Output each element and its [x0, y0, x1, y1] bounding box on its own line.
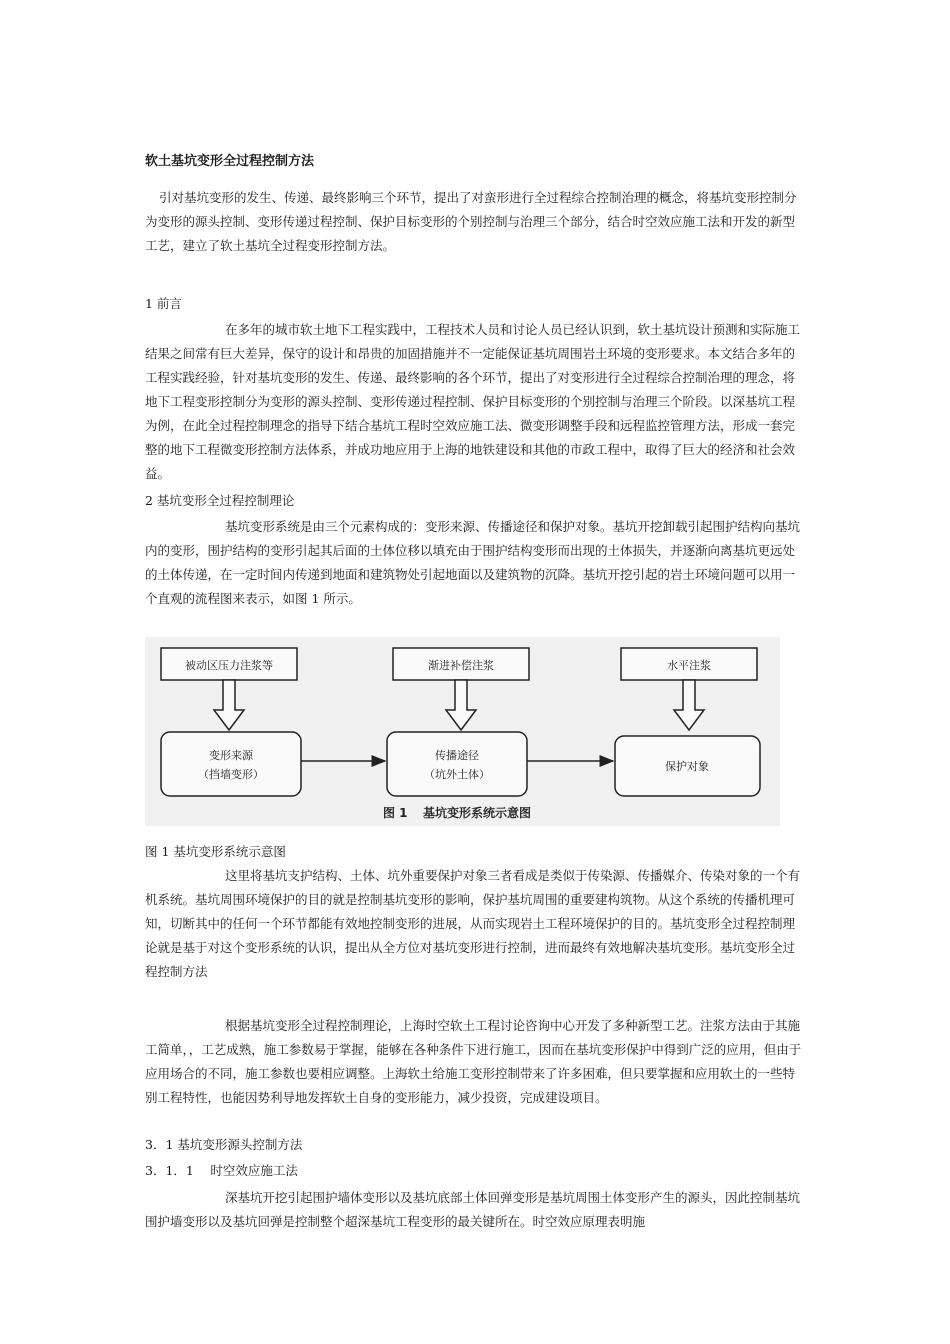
propagation-path-subtitle: （坑外土体） — [424, 768, 490, 781]
section-3-methods-text: 根据基坑变形全过程控制理论，上海时空软土工程讨论咨询中心开发了多种新型工艺。注浆方法由于其施工简单，，工艺成熟，施工参数易于掌握，能够在各种条件下进行施工，因而在基坑变形保护中得到广泛的应用，但由于应用场合的不同，施工参数也要相应调整。上海软土给施工变形控制带来了许多困难，但只要掌握和应用软土的一些特别工程特性，也能因势利导地发挥软土自身的变形能力，减少投资，完成建设项目。 — [145, 1018, 802, 1105]
figure-inner-caption-number: 图 1 — [383, 806, 408, 820]
propagation-path-box — [387, 732, 527, 796]
section-1-text: 在多年的城市软土地下工程实践中，工程技术人员和讨论人员已经认识到，软土基坑设计预测和实际施工结果之间常有巨大差异，保守的设计和昂贵的加固措施并不一定能保证基坑周围岩土环境的变形要求。本文结合多年的工程实践经验，针对基坑变形的发生、传递、最终影响的各个环节，提出了对变形进行全过程综合控制治理的理念，将地下工程变形控制分为变形的源头控制、变形传递过程控制、保护目标变形的个别控制与治理三个阶段。以深基坑工程为例，在此全过程控制理念的指导下结合基坑工程时空效应施工法、微变形调整手段和远程监控管理方法，形成一套完整的地下工程微变形控制方法体系，并成功地应用于上海的地铁建设和其他的市政工程中，取得了巨大的经济和社会效益。 — [145, 322, 801, 481]
propagation-path-title: 传播途径 — [435, 749, 479, 762]
deformation-source-subtitle: （挡墙变形） — [198, 768, 264, 781]
section-2-paragraph — [145, 515, 807, 611]
down-arrow-left — [214, 680, 244, 730]
section-3-1-1-heading: 3．1．1 时空效应施工法 — [145, 1163, 298, 1178]
protection-target-label: 保护对象 — [665, 760, 709, 773]
section-1-heading: 1 前言 — [145, 296, 182, 311]
figure-1-diagram — [145, 637, 780, 826]
deformation-source-title: 变形来源 — [209, 749, 253, 762]
top-box-passive-grouting-label: 被动区压力注浆等 — [185, 659, 273, 672]
document-title: 软土基坑变形全过程控制方法 — [145, 154, 315, 169]
section-3-1-heading: 3．1 基坑变形源头控制方法 — [145, 1137, 303, 1152]
top-box-horizontal-grouting-label: 水平注浆 — [667, 659, 711, 672]
section-1-paragraph — [145, 318, 807, 486]
section-3-1-1-paragraph — [145, 1186, 807, 1234]
section-2-after-figure-text: 这里将基坑支护结构、土体、坑外重要保护对象三者看成是类似于传染源、传播媒介、传染对象的一个有机系统。基坑周围环境保护的目的就是控制基坑变形的影响，保护基坑周围的重要建构筑物。从这个系统的传播机理可知，切断其中的任何一个环节都能有效地控制变形的进展，从而实现岩土工程环境保护的目的。基坑变形全过程控制理论就是基于对这个变形系统的认识，提出从全方位对基坑变形进行控制，进而最终有效地解决基坑变形。基坑变形全过程控制方法 — [145, 868, 801, 979]
section-2-text: 基坑变形系统是由三个元素构成的：变形来源、传播途径和保护对象。基坑开挖卸载引起围护结构向基坑内的变形，围护结构的变形引起其后面的土体位移以填充由于围护结构变形而出现的土体损失，并逐渐向离基坑更远处的土体传递，在一定时间内传递到地面和建筑物处引起地面以及建筑物的沉降。基坑开挖引起的岩土环境问题可以用一个直观的流程图来表示，如图 1 所示。 — [145, 519, 801, 606]
top-box-compensation-grouting-label: 渐进补偿注浆 — [428, 659, 494, 672]
deformation-source-box — [161, 732, 301, 796]
section-3-1-1-text: 深基坑开挖引起围护墙体变形以及基坑底部土体回弹变形是基坑周围土体变形产生的源头，因此控制基坑围护墙变形以及基坑回弹是控制整个超深基坑工程变形的最关键所在。时空效应原理表明施 — [145, 1190, 801, 1229]
section-2-after-figure-paragraph — [145, 864, 807, 984]
section-3-methods-paragraph — [145, 1014, 807, 1110]
figure-inner-caption-text: 基坑变形系统示意图 — [423, 806, 532, 820]
figure-1-caption: 图 1 基坑变形系统示意图 — [145, 844, 286, 859]
section-2-heading: 2 基坑变形全过程控制理论 — [145, 493, 295, 508]
down-arrow-middle — [446, 680, 476, 730]
abstract-paragraph — [145, 186, 807, 258]
abstract-text: 引对基坑变形的发生、传递、最终影响三个环节，提出了对蛮形进行全过程综合控制治理的概念，将基坑变形控制分为变形的源头控制、变形传递过程控制、保护目标变形的个别控制与治理三个部分，结合时空效应施工法和开发的新型工艺，建立了软土基坑全过程变形控制方法。 — [145, 190, 797, 253]
down-arrow-right — [674, 680, 704, 730]
figure-1-svg — [145, 637, 780, 826]
